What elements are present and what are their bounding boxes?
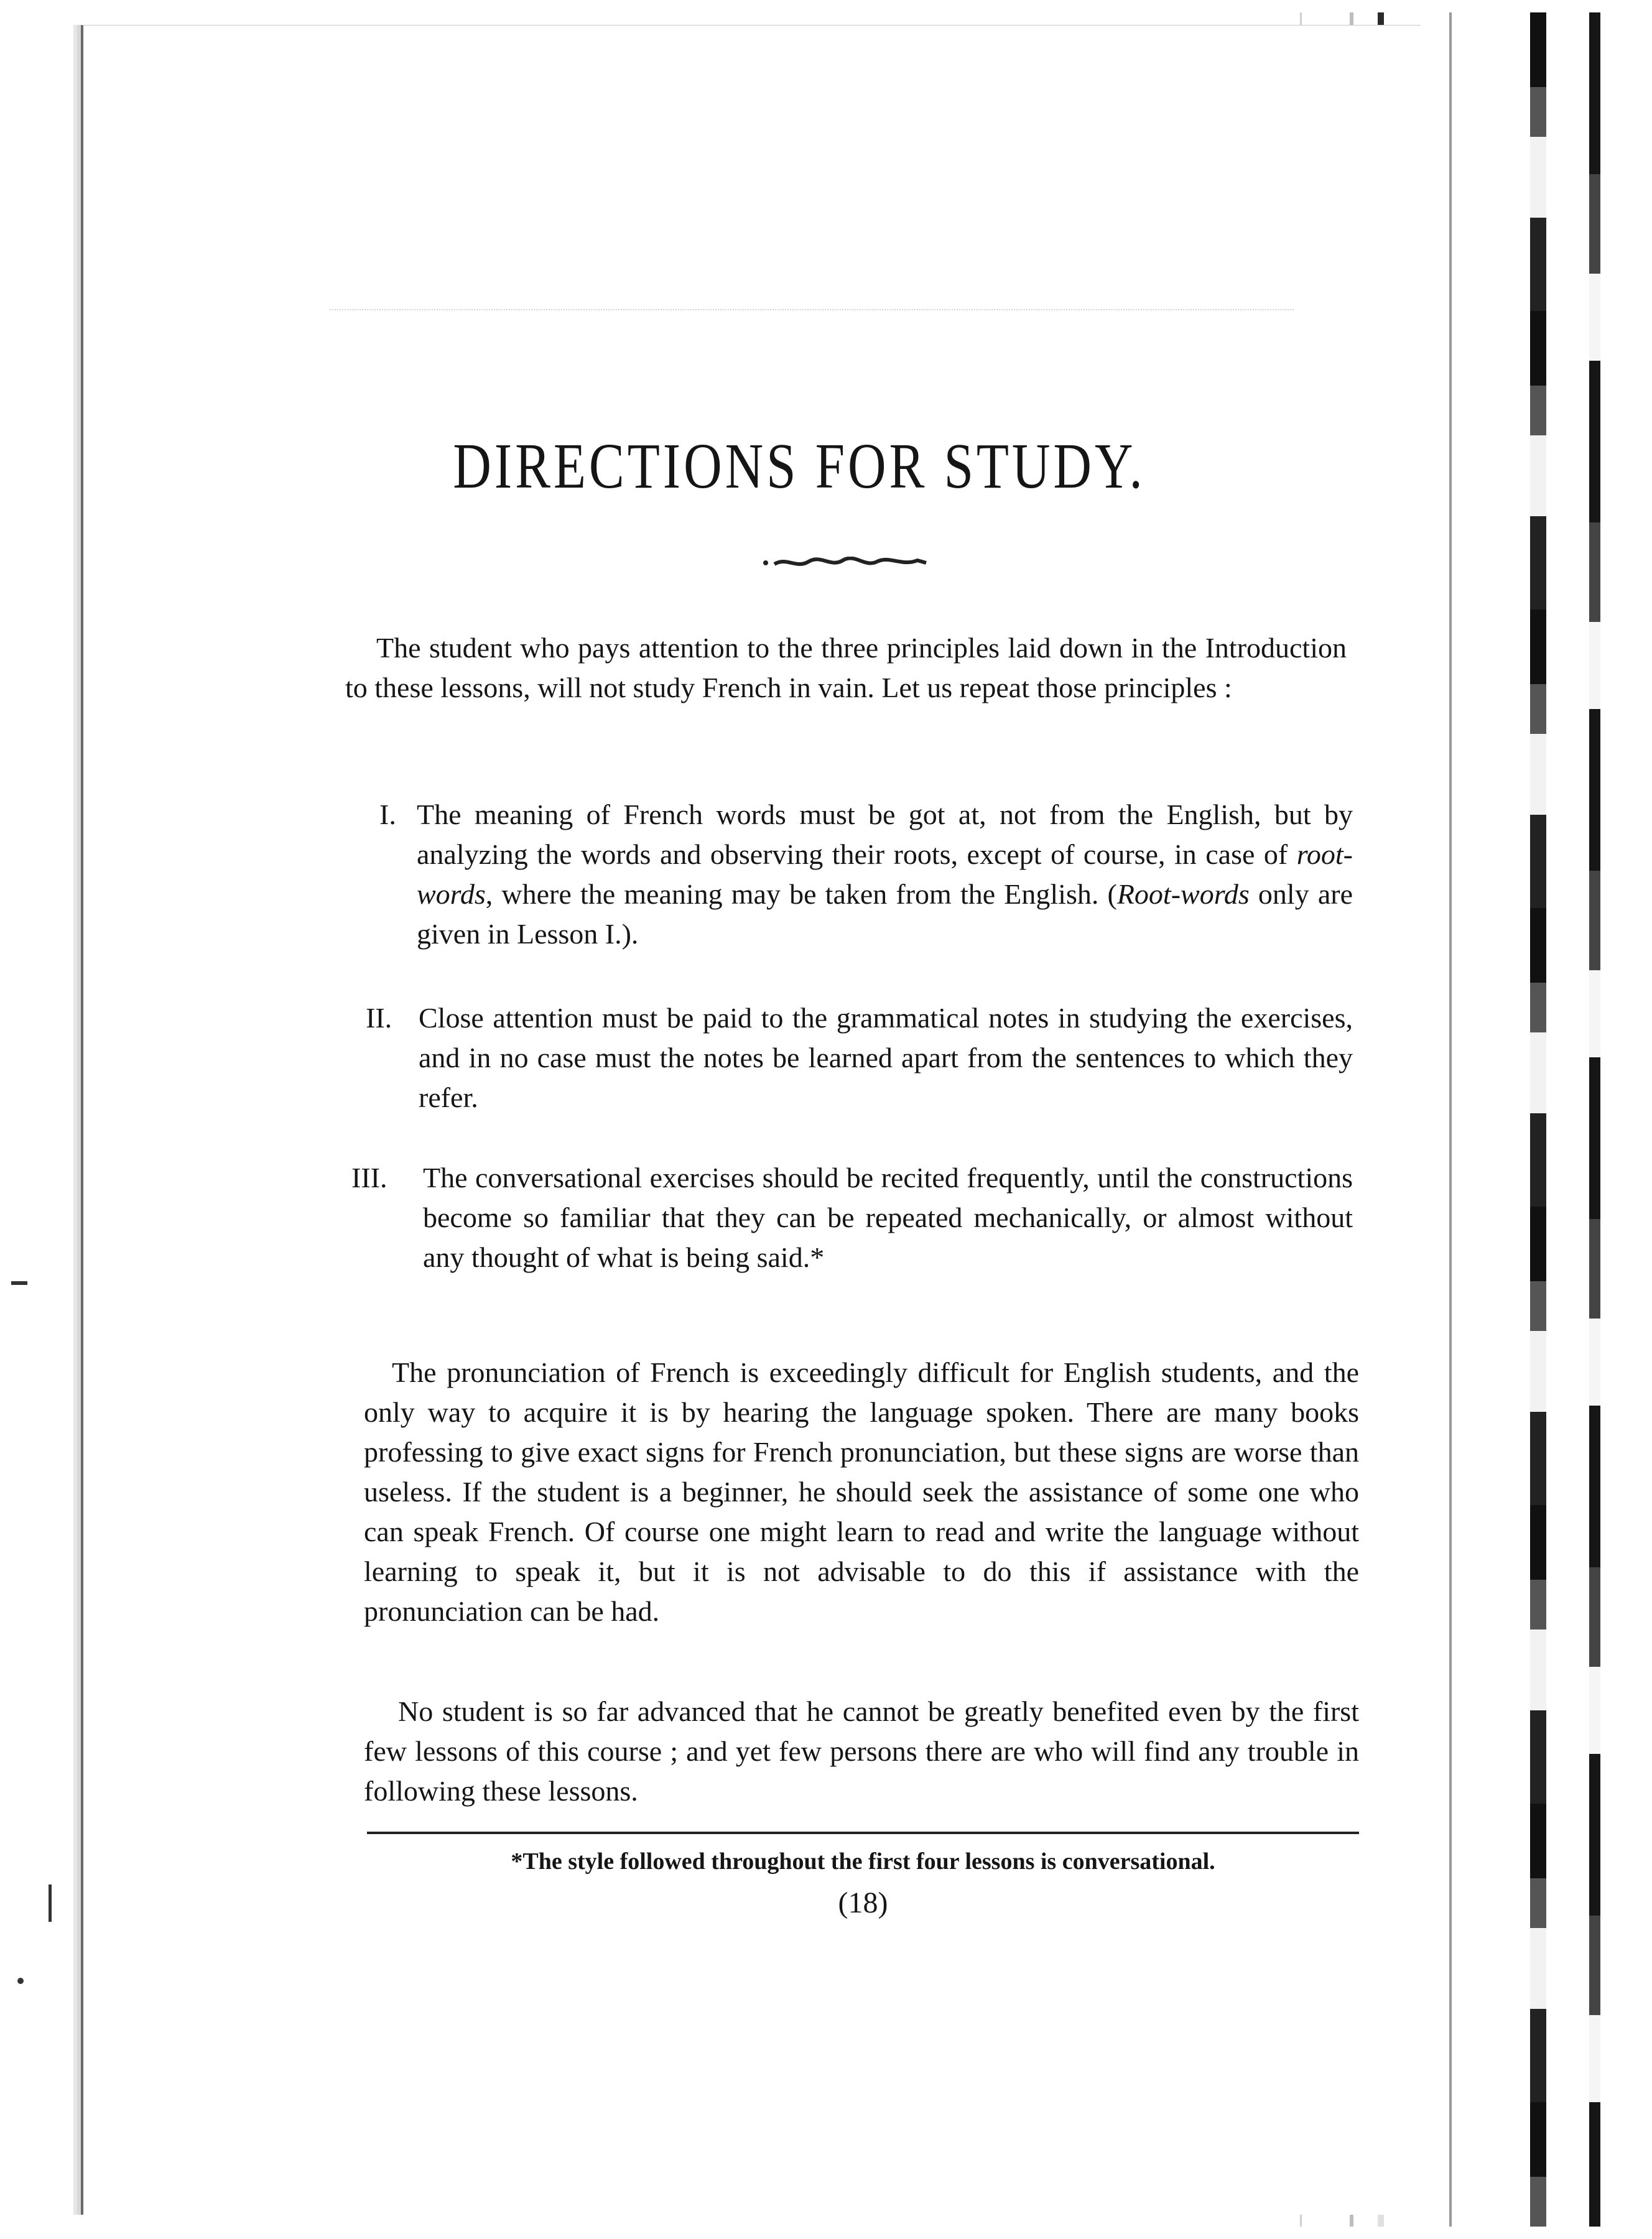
root-words-term: root-words <box>417 838 1353 910</box>
scan-mark <box>11 1281 27 1285</box>
footnote-rule <box>367 1832 1359 1834</box>
torn-paper-edge <box>1530 12 1546 2227</box>
principle-text: The meaning of French words must be got at, not from the English, but by analyzing the words and observing their roots, except of course, in case of root-words, where the meaning may be taken from the English. (Root-words only are given in Lesson I.). <box>417 799 1353 950</box>
principle-3 <box>345 1158 1353 1320</box>
root-words-term: Root-words <box>1116 878 1250 910</box>
principle-numeral: I. <box>379 799 396 830</box>
page-number: (18) <box>838 1886 888 1919</box>
principle-numeral: III. <box>351 1162 387 1194</box>
principle-2 <box>345 998 1353 1123</box>
pronunciation-paragraph: The pronunciation of French is exceedingly difficult for English students, and the only way to acquire it is by hearing the language spoken. There are many books professing to give exact signs for French pronunciation, but these signs are worse than useless. If the student is a beginner, he should seek the assistance of some one who can speak French. Of course one might learn to read and write the language without learning to speak it, but it is not advisable to do this if assistance with the pronunciation can be had. <box>364 1356 1359 1627</box>
title-ornament <box>762 557 930 569</box>
principle-text: Close attention must be paid to the grammatical notes in studying the exercises, and in no case must the notes be learned apart from the sentences to which they refer. <box>419 1002 1353 1113</box>
scan-mark <box>17 1978 24 1984</box>
footnote: *The style followed throughout the first four lessons is conversational. <box>511 1848 1215 1875</box>
torn-paper-edge <box>1589 12 1600 2227</box>
advanced-students-paragraph: No student is so far advanced that he cannot be greatly benefited even by the first few lessons of this course ; and yet few persons there are who will find any trouble in following these lessons. <box>364 1695 1359 1807</box>
scan-mark <box>49 1884 52 1922</box>
principle-1 <box>345 795 1353 957</box>
page-edge <box>1449 12 1452 2227</box>
intro-paragraph: The student who pays attention to the three principles laid down in the Introduction to these lessons, will not study French in vain. Let us repeat those principles : <box>345 632 1347 703</box>
faint-header-rule <box>330 309 1294 310</box>
page-title: DIRECTIONS FOR STUDY. <box>453 430 1146 502</box>
principle-text: The conversational exercises should be recited frequently, until the constructions become so familiar that they can be repeated mechanically, or almost without any thought of what is being said.* <box>423 1162 1353 1273</box>
principle-numeral: II. <box>366 1002 392 1034</box>
